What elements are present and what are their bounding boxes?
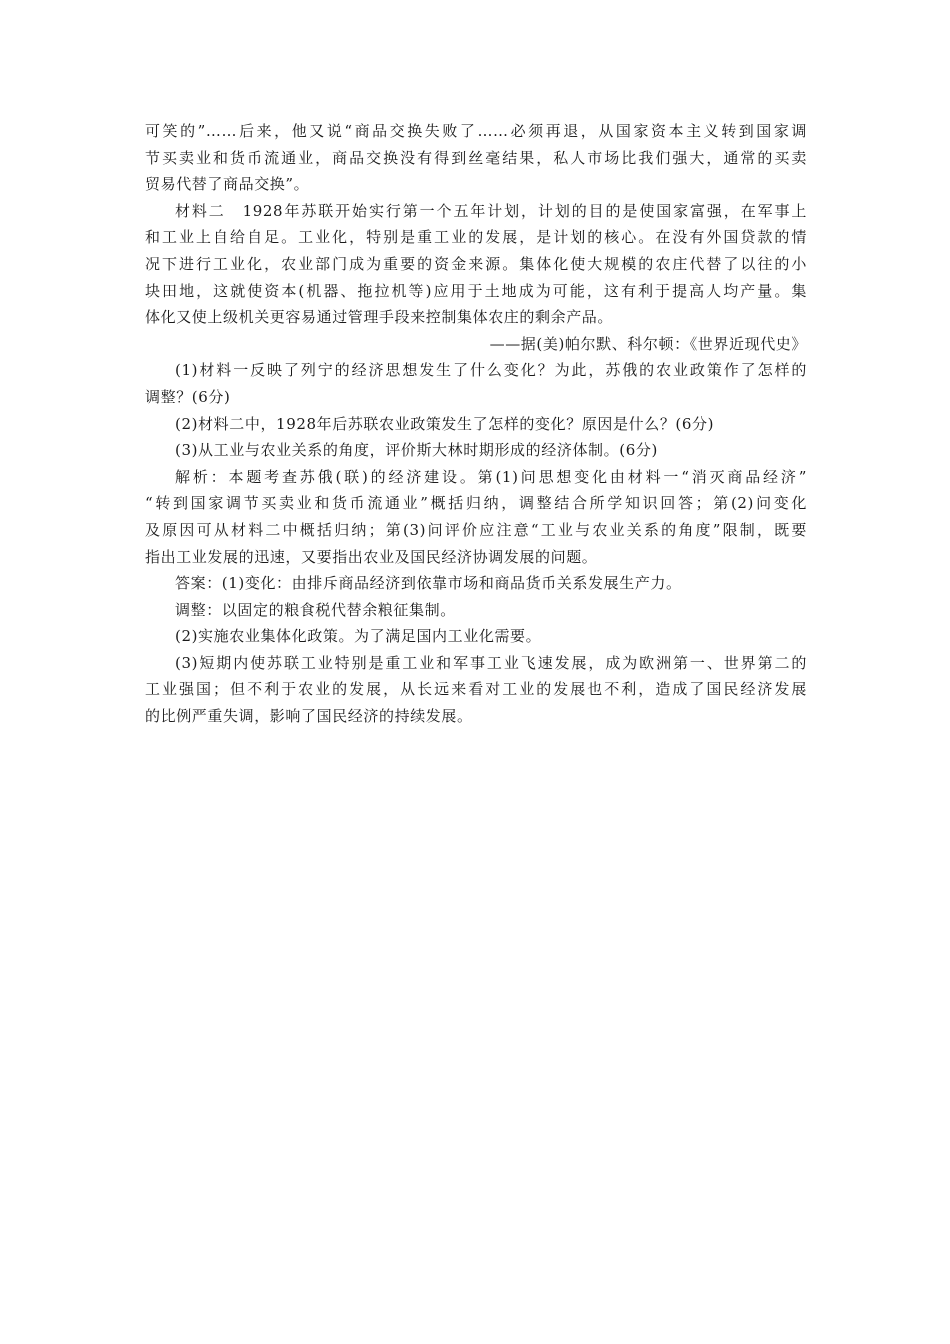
answer-2: (2)实施农业集体化政策。为了满足国内工业化需要。 — [175, 627, 542, 646]
analysis-line-4: 指出工业发展的迅速，又要指出农业及国民经济协调发展的问题。 — [145, 547, 598, 566]
question3: (3)从工业与农业关系的角度，评价斯大林时期形成的经济体制。(6分) — [175, 441, 658, 460]
analysis-line-1: 解析：本题考查苏俄(联)的经济建设。第(1)问思想变化由材料一“消灭商品经济” — [175, 467, 807, 486]
source-citation: ——据(美)帕尔默、科尔顿：《世界近现代史》 — [489, 334, 807, 353]
material1-line-2: 节买卖业和货币流通业，商品交换没有得到丝毫结果，私人市场比我们强大，通常的买卖 — [145, 148, 807, 167]
question1-line-1: (1)材料一反映了列宁的经济思想发生了什么变化？为此，苏俄的农业政策作了怎样的 — [175, 361, 807, 380]
answer3-line-3: 的比例严重失调，影响了国民经济的持续发展。 — [145, 707, 473, 726]
analysis-line-2: “转到国家调节买卖业和货币流通业”概括归纳，调整结合所学知识回答；第(2)问变化 — [145, 494, 807, 513]
material2-line-5: 体化又使上级机关更容易通过管理手段来控制集体农庄的剩余产品。 — [145, 308, 614, 327]
answer-adjust: 调整：以固定的粮食税代替余粮征集制。 — [175, 600, 456, 619]
answer-change: 答案：(1)变化：由排斥商品经济到依靠市场和商品货币关系发展生产力。 — [175, 574, 682, 593]
material2-line-3: 况下进行工业化，农业部门成为重要的资金来源。集体化使大规模的农庄代替了以往的小 — [145, 254, 807, 273]
document-page — [145, 118, 807, 730]
material1-line-1: 可笑的”……后来，他又说“商品交换失败了……必须再退，从国家资本主义转到国家调 — [145, 122, 807, 140]
answer3-line-2: 工业强国；但不利于农业的发展，从长远来看对工业的发展也不利，造成了国民经济发展 — [145, 680, 807, 699]
question2: (2)材料二中，1928年后苏联农业政策发生了怎样的变化？原因是什么？(6分) — [175, 414, 715, 433]
material2-line-1: 材料二 1928年苏联开始实行第一个五年计划，计划的目的是使国家富强，在军事上 — [175, 201, 807, 220]
material2-line-4: 块田地，这就使资本(机器、拖拉机等)应用于土地成为可能，这有利于提高人均产量。集 — [145, 281, 807, 300]
material2-line-2: 和工业上自给自足。工业化，特别是重工业的发展，是计划的核心。在没有外国贷款的情 — [145, 228, 807, 247]
question1-line-2: 调整？(6分) — [145, 387, 231, 406]
analysis-line-3: 及原因可从材料二中概括归纳；第(3)问评价应注意“工业与农业关系的角度”限制，既要 — [145, 520, 807, 539]
answer3-line-1: (3)短期内使苏联工业特别是重工业和军事工业飞速发展，成为欧洲第一、世界第二的 — [175, 653, 807, 672]
material1-line-3: 贸易代替了商品交换”。 — [145, 175, 310, 194]
